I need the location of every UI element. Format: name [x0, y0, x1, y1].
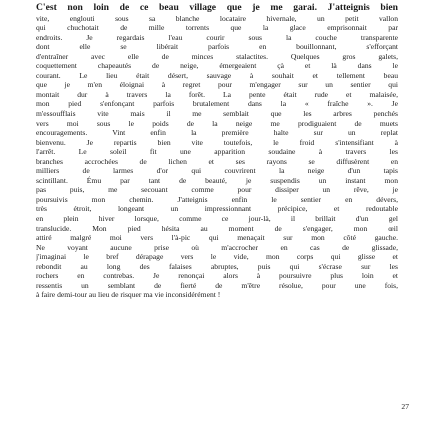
- text-line: endroits. Je regardais l'eau courir sous la couche transparente: [36, 32, 398, 42]
- text-line: qui chuchotait de mille torrents que la glace emprisonnait par: [36, 23, 398, 33]
- text-line: j'imaginai le bref dérapage vers le vide, mon corps qui glisse et: [36, 252, 398, 262]
- text-line: rochers en contrebas. Je renonçai alors à poursuivre plus loin et: [36, 271, 398, 281]
- text-line: courant. Le lieu était désert, sauvage à souhait et tellement beau: [36, 70, 398, 80]
- text-line: montait dur à travers la forêt. La pente était rude et malaisée,: [36, 89, 398, 99]
- text-line: rebondit au long des falaises abruptes, puis qui s'écrase sur les: [36, 261, 398, 271]
- text-line: d'entraîner avec elle de minces stalactites. Quelques gros galets,: [36, 51, 398, 61]
- text-line: m'essoufflais vite mais il me semblait que les arbres penchés: [36, 108, 398, 118]
- text-line: l'arrêt. Le soleil fit une apparition soudaine à travers les: [36, 147, 398, 157]
- text-line: attiré malgré moi vers l'à-pic qui menaçait sur mon côté gauche.: [36, 233, 398, 243]
- text-line: coquettement chapeautés de neige, émergeaient çà et là dans le: [36, 61, 398, 71]
- text-line: scintillant. Ému par tant de beauté, je suspendis un instant mon: [36, 175, 398, 185]
- text-line: branches accrochées de lichen et ses rayons se diffusèrent en: [36, 156, 398, 166]
- text-line: C'est non loin de ce beau village que je me garai. J'atteignis bien: [36, 2, 398, 13]
- text-line: vers moi sous le poids de la neige me prodiguaient de muets: [36, 118, 398, 128]
- text-line: mon pied s'enfonçant parfois brutalement dans la « fraîche ». Je: [36, 99, 398, 109]
- text-line: dont elle se libérait parfois en bouillonnant, s'efforçant: [36, 42, 398, 52]
- text-line: poursuivis mon chemin. J'atteignis enfin le sentier en dévers,: [36, 194, 398, 204]
- text-line: ressentis un semblant de fierté de m'être résolue, pour une fois,: [36, 280, 398, 290]
- text-line: encouragements. Vint enfin la première halte sur un replat: [36, 128, 398, 138]
- text-line: à faire demi-tour au lieu de risquer ma vie inconsidérément !: [36, 290, 221, 300]
- text-line: très étroit, longeant un impressionnant précipice, et redoutable: [36, 204, 398, 214]
- text-line: en plein hiver lorsque, comme ce jour-là, il brillait d'un gel: [36, 213, 398, 223]
- body-text: [36, 2, 419, 300]
- text-line: milliers de larmes d'or qui couvrirent la neige d'un tapis: [36, 166, 398, 176]
- text-line: pas puis, me secouant comme pour dissiper un rêve, je: [36, 185, 398, 195]
- text-line: Ne voyant aucune prise où m'accrocher en cas de glissade,: [36, 242, 398, 252]
- text-line: que je m'en éloignai à regret pour m'engager sur un sentier qui: [36, 80, 398, 90]
- text-line: translucide. Mon pied hésita au moment de s'engager, mon œil: [36, 223, 398, 233]
- page-number: 27: [401, 402, 409, 411]
- text-line: bienvenu. Je repartis bien vite toutefois, le froid s'intensifiant à: [36, 137, 398, 147]
- text-line: vite, englouti sous sa blanche locataire hivernale, un petit vallon: [36, 13, 398, 23]
